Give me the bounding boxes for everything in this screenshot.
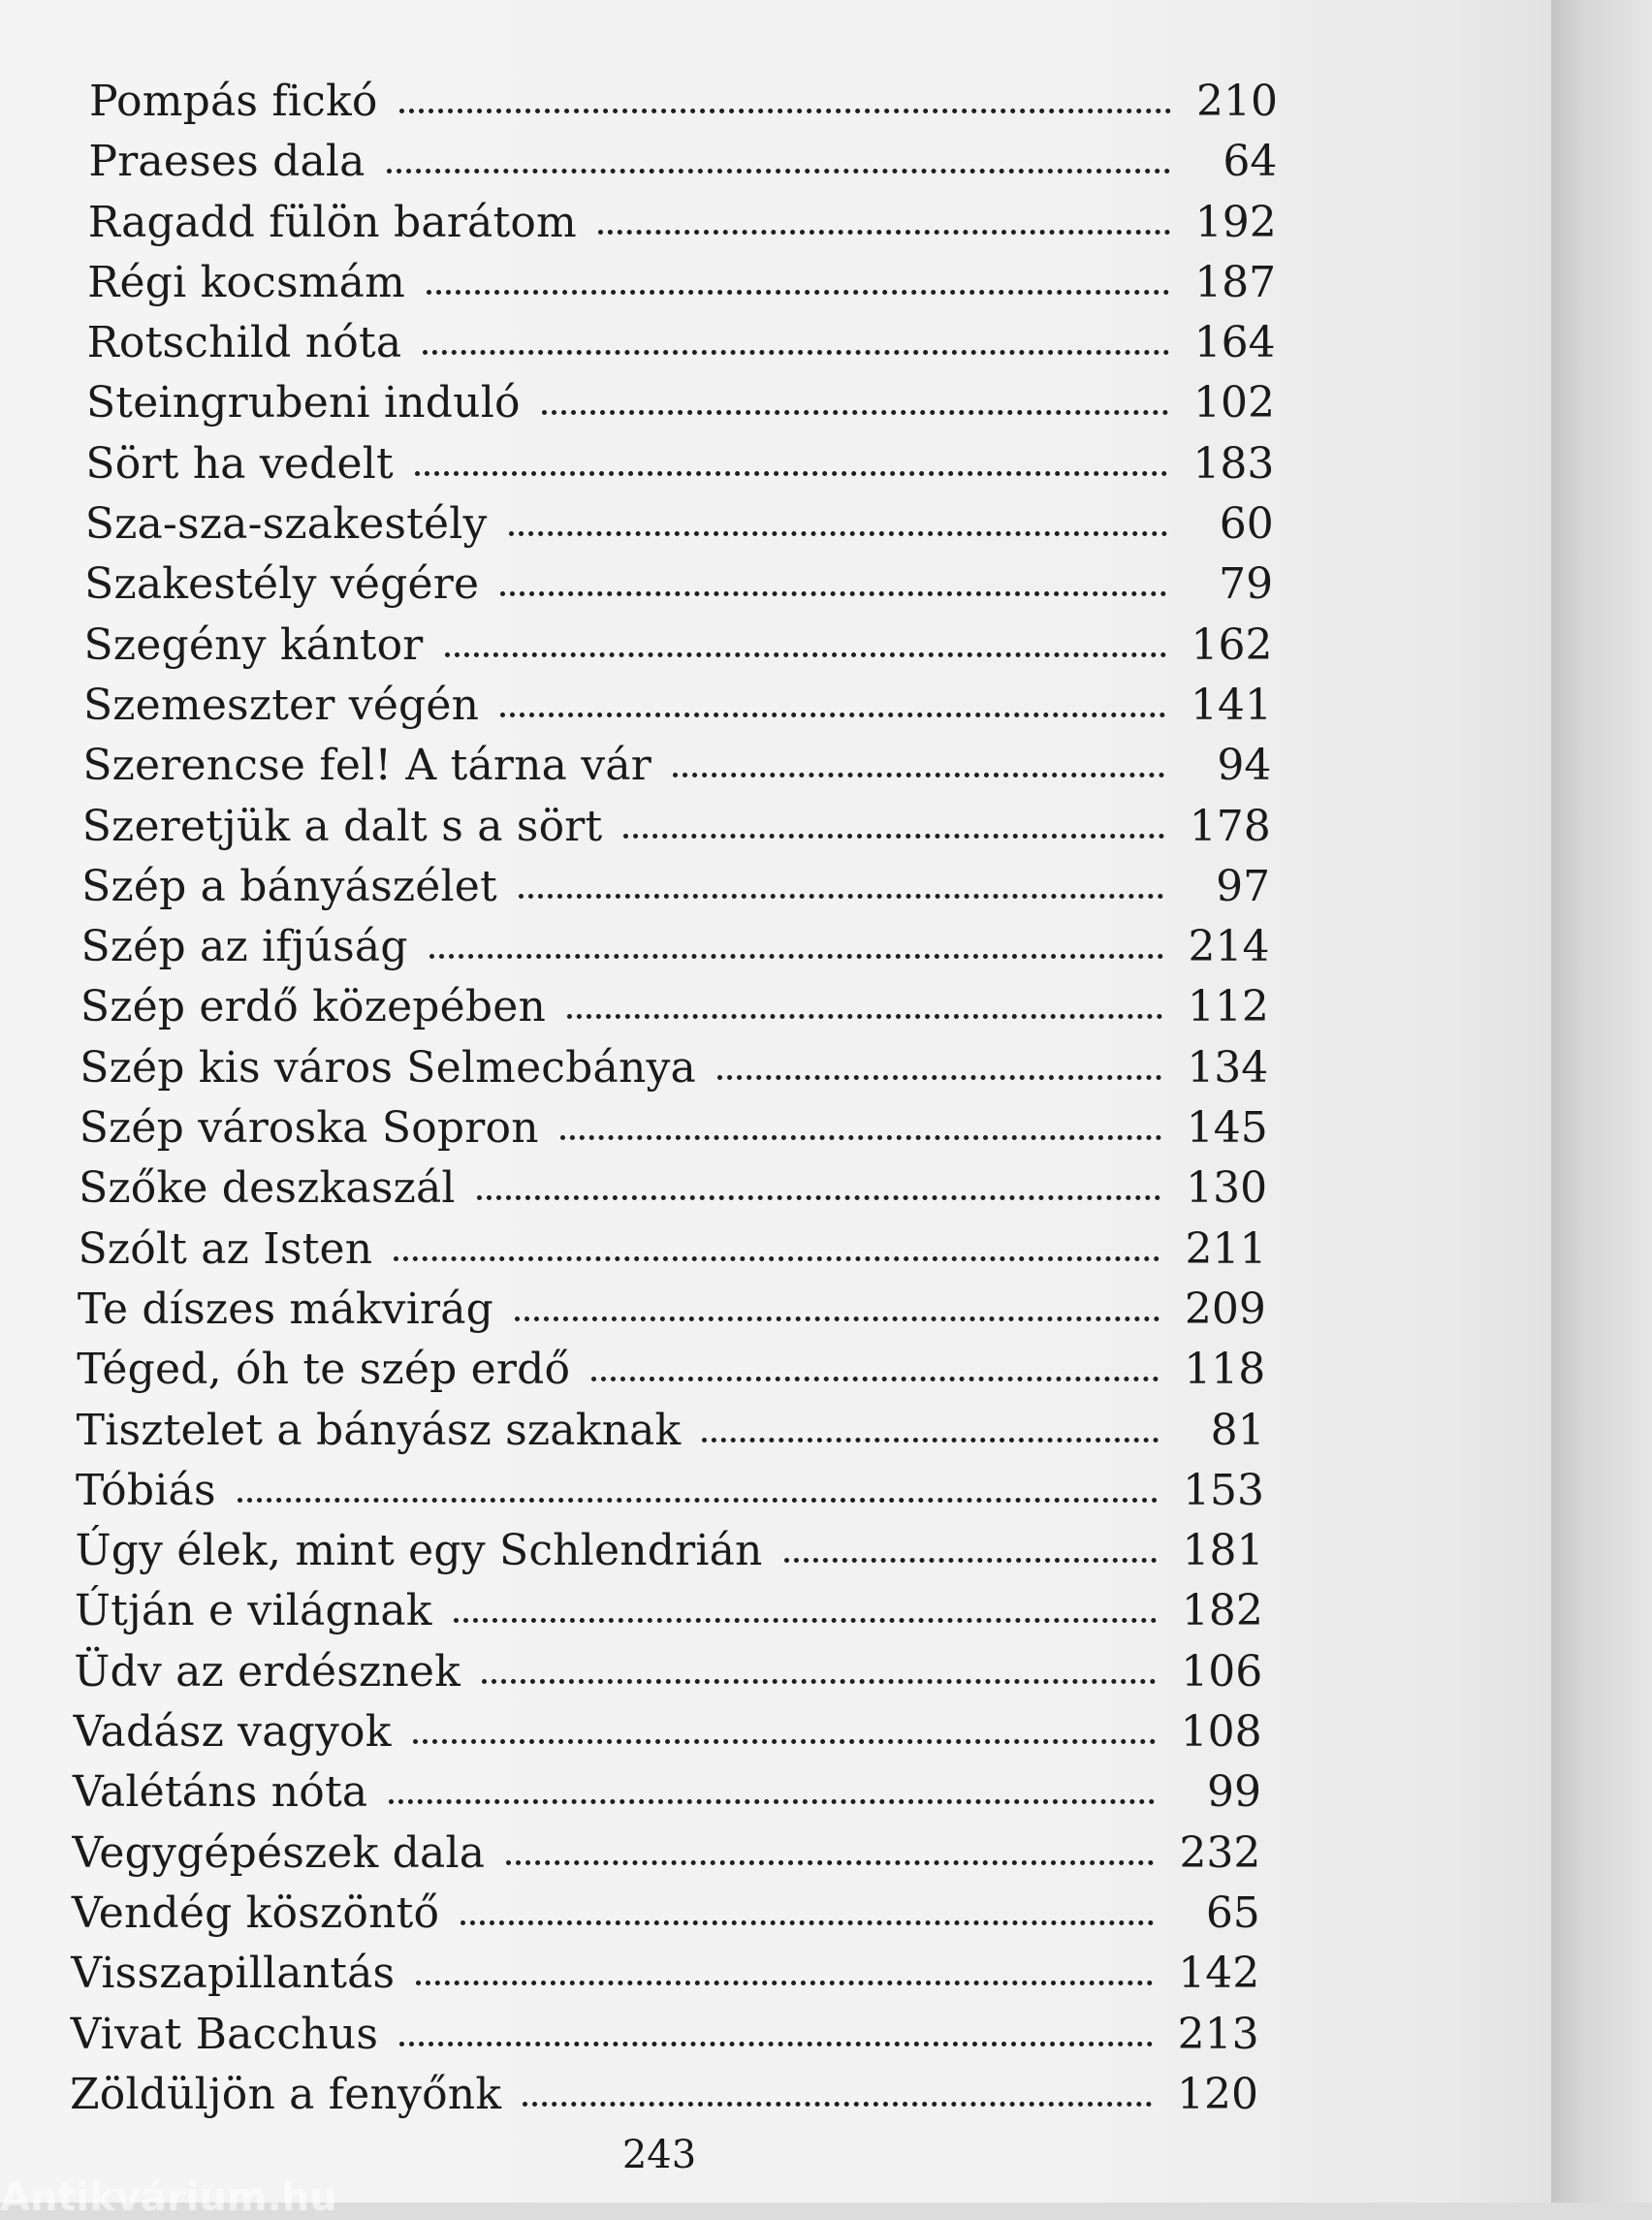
toc-entry <box>80 982 1269 1042</box>
toc-entry-page: 214 <box>1188 922 1270 972</box>
toc-entry <box>79 1103 1268 1163</box>
toc-entry-title: Szeretjük a dalt s a sört <box>81 801 603 851</box>
toc-entry <box>72 1888 1260 1949</box>
toc-entry-title: Szemeszter végén <box>82 680 480 730</box>
watermark: Antikvárium.hu <box>0 2175 337 2220</box>
toc-entry-page: 79 <box>1219 559 1274 610</box>
dot-leader <box>238 1498 1158 1503</box>
toc-entry-page: 213 <box>1177 2009 1259 2059</box>
toc-entry <box>85 439 1274 499</box>
dot-leader <box>413 1739 1156 1744</box>
toc-entry <box>84 559 1273 619</box>
toc-entry-title: Rotschild nóta <box>86 318 402 368</box>
toc-entry <box>72 1828 1260 1888</box>
toc-entry-page: 108 <box>1180 1707 1262 1758</box>
dot-leader <box>515 1316 1160 1321</box>
toc-entry <box>87 258 1276 318</box>
toc-entry <box>89 77 1278 137</box>
toc-entry-page: 94 <box>1217 741 1272 791</box>
toc-entry <box>75 1586 1263 1646</box>
dot-leader <box>461 1920 1154 1925</box>
toc-entry-title: Vendég köszöntő <box>71 1887 440 1938</box>
toc-entry <box>84 620 1273 681</box>
toc-entry <box>76 1466 1264 1526</box>
toc-entry-title: Szegény kántor <box>83 619 424 670</box>
toc-entry <box>75 1526 1263 1586</box>
toc-entry <box>88 137 1277 197</box>
toc-entry-page: 164 <box>1193 318 1276 368</box>
toc-entry <box>81 862 1270 922</box>
dot-leader <box>500 713 1165 717</box>
toc-entry-page: 232 <box>1179 1827 1261 1878</box>
toc-entry-page: 106 <box>1181 1646 1263 1697</box>
toc-entry-page: 210 <box>1196 77 1278 126</box>
dot-leader <box>389 1799 1155 1804</box>
toc-entry-page: 187 <box>1194 257 1277 307</box>
toc-entry-title: Pompás fickó <box>89 77 378 126</box>
toc-entry-page: 112 <box>1187 982 1269 1032</box>
toc-entry-title: Szép kis város Selmecbánya <box>79 1042 696 1093</box>
dot-leader <box>387 169 1171 174</box>
dot-leader <box>399 2042 1152 2046</box>
toc-entry-title: Szép az ifjúság <box>80 922 408 972</box>
toc-entry <box>77 1345 1265 1405</box>
toc-entry <box>70 2070 1258 2130</box>
dot-leader <box>416 1981 1153 1985</box>
toc-entry-page: 64 <box>1223 137 1278 187</box>
toc-entry-page: 183 <box>1192 438 1275 489</box>
toc-entry-title: Útján e világnak <box>74 1586 432 1636</box>
toc-entry <box>85 499 1274 559</box>
toc-entry-page: 120 <box>1177 2069 1258 2119</box>
toc-entry <box>87 318 1276 378</box>
toc-entry-page: 81 <box>1210 1405 1265 1455</box>
toc-entry <box>83 681 1272 741</box>
dot-leader <box>598 230 1170 235</box>
toc-entry-title: Szakestély végére <box>84 559 480 610</box>
toc-entry-title: Úgy élek, mint egy Schlendrián <box>75 1526 763 1576</box>
toc-entry <box>82 802 1271 862</box>
dot-leader <box>506 1860 1154 1865</box>
toc-entry-title: Szép erdő közepében <box>79 982 547 1032</box>
dot-leader <box>623 834 1163 839</box>
toc-entry-page: 134 <box>1187 1042 1269 1093</box>
toc-entry-title: Te díszes mákvirág <box>77 1284 494 1334</box>
dot-leader <box>477 1195 1160 1200</box>
dot-leader <box>445 652 1166 657</box>
toc-entry <box>78 1284 1266 1345</box>
toc-entry-page: 97 <box>1216 861 1271 911</box>
toc-entry-page: 153 <box>1183 1465 1265 1515</box>
dot-leader <box>509 531 1167 536</box>
toc-entry-title: Régi kocsmám <box>87 257 406 307</box>
toc-entry-page: 209 <box>1184 1284 1266 1334</box>
toc-entry-title: Praeses dala <box>88 137 365 187</box>
toc-entry-page: 102 <box>1192 378 1275 428</box>
toc-entry-title: Szép a bányászélet <box>81 861 497 911</box>
dot-leader <box>560 1135 1161 1140</box>
toc-entry-title: Sört ha vedelt <box>85 438 394 489</box>
toc-entry-title: Téged, óh te szép erdő <box>77 1345 571 1395</box>
dot-leader <box>454 1618 1157 1623</box>
dot-leader <box>415 471 1167 476</box>
toc-entry-page: 142 <box>1178 1949 1260 1999</box>
toc-entry-title: Üdv az erdésznek <box>74 1646 461 1697</box>
toc-entry-page: 99 <box>1207 1767 1262 1818</box>
dot-leader <box>591 1377 1159 1381</box>
toc-entry <box>73 1767 1261 1827</box>
toc-entry <box>86 378 1275 438</box>
toc-entry <box>74 1707 1262 1767</box>
toc-entry-page: 211 <box>1185 1223 1267 1274</box>
toc-entry-title: Steingrubeni induló <box>85 378 521 428</box>
toc-entry-title: Tóbiás <box>76 1465 216 1515</box>
toc-entry-title: Szerencse fel! A tárna vár <box>82 741 652 791</box>
dot-leader <box>542 410 1168 415</box>
dot-leader <box>399 109 1171 113</box>
dot-leader <box>673 773 1164 777</box>
toc-entry-page: 192 <box>1194 197 1277 247</box>
dot-leader <box>717 1075 1161 1080</box>
page-number: 243 <box>621 2133 697 2177</box>
toc-entry-page: 130 <box>1186 1163 1268 1214</box>
toc-entry <box>82 741 1271 801</box>
toc-entry-page: 145 <box>1186 1103 1268 1154</box>
dot-leader <box>519 894 1163 899</box>
toc-entry-title: Visszapillantás <box>71 1949 396 1999</box>
toc-entry-page: 182 <box>1181 1586 1263 1636</box>
toc-entry-page: 118 <box>1184 1345 1266 1395</box>
toc-entry-title: Tisztelet a bányász szaknak <box>76 1405 682 1455</box>
toc-entry <box>79 1163 1267 1223</box>
toc-entry-page: 60 <box>1219 499 1274 550</box>
toc-entry-title: Valétáns nóta <box>73 1767 368 1818</box>
toc-entry-title: Vegygépészek dala <box>72 1827 486 1878</box>
toc-entry-title: Vivat Bacchus <box>70 2009 379 2059</box>
toc-entry-title: Szőke deszkaszál <box>79 1163 456 1214</box>
toc-entry <box>71 1949 1259 2009</box>
toc-entry-page: 181 <box>1182 1526 1264 1576</box>
dot-leader <box>427 290 1169 295</box>
dot-leader <box>523 2102 1152 2107</box>
toc-entry <box>81 922 1270 982</box>
toc-entry <box>78 1224 1266 1284</box>
table-of-contents <box>0 77 1551 2130</box>
toc-entry-page: 141 <box>1190 680 1272 730</box>
dot-leader <box>394 1256 1160 1261</box>
dot-leader <box>423 350 1168 355</box>
page-edge-shadow <box>1551 0 1652 2203</box>
toc-entry-page: 162 <box>1191 619 1273 670</box>
toc-entry-page: 178 <box>1189 801 1271 851</box>
toc-entry-title: Szép városka Sopron <box>79 1103 539 1154</box>
dot-leader <box>500 591 1166 596</box>
toc-entry-title: Vadász vagyok <box>73 1707 392 1758</box>
toc-entry-title: Sza-sza-szakestély <box>84 499 488 550</box>
toc-entry <box>74 1647 1262 1707</box>
dot-leader <box>702 1438 1158 1443</box>
dot-leader <box>567 1014 1162 1019</box>
toc-entry <box>88 198 1277 258</box>
toc-entry-title: Ragadd fülön barátom <box>87 197 577 247</box>
dot-leader <box>784 1558 1158 1563</box>
toc-entry <box>79 1043 1268 1103</box>
toc-entry-title: Zöldüljön a fenyőnk <box>70 2069 502 2119</box>
dot-leader <box>482 1679 1156 1684</box>
toc-entry <box>71 2010 1259 2070</box>
toc-entry-title: Szólt az Isten <box>78 1223 373 1274</box>
toc-entry-page: 65 <box>1205 1887 1260 1938</box>
toc-entry <box>77 1406 1265 1466</box>
dot-leader <box>429 954 1163 959</box>
